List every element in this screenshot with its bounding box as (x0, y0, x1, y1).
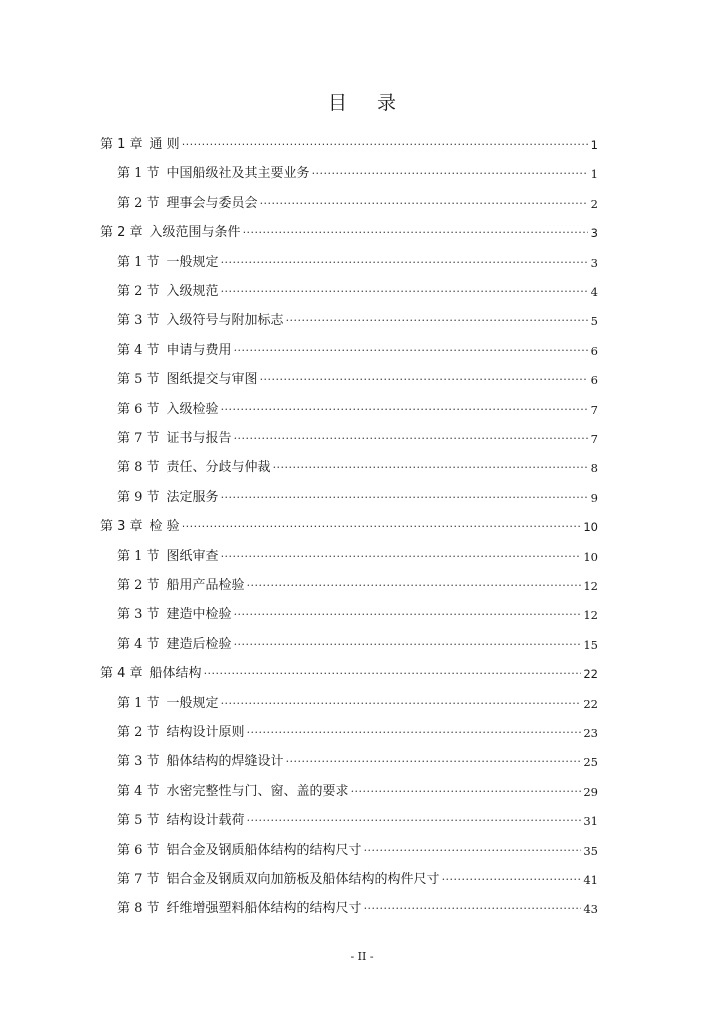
toc-entry-title: 建造后检验 (166, 636, 232, 652)
dot-leader (234, 607, 582, 623)
toc-entry-number: 第 5 节 (117, 372, 160, 388)
toc-entry-title: 图纸提交与审图 (166, 372, 258, 388)
toc-entry-number: 第 1 章 (100, 137, 143, 152)
toc-entry-number: 第 7 节 (117, 872, 160, 887)
toc-section-entry[interactable] (117, 837, 598, 859)
toc-entry-page: 9 (590, 490, 598, 505)
toc-entry-number: 第 1 节 (117, 254, 160, 270)
toc-entry-label (117, 784, 349, 800)
toc-entry-title: 理事会与委员会 (166, 195, 258, 211)
dot-leader (286, 754, 582, 770)
toc-section-entry[interactable] (117, 690, 598, 712)
toc-entry-number: 第 6 节 (117, 842, 160, 858)
toc-entry-title: 纤维增强塑料船体结构的结构尺寸 (166, 901, 362, 917)
toc-entry-title: 船用产品检验 (166, 578, 245, 593)
toc-entry-page: 7 (590, 402, 598, 417)
toc-entry-label (117, 372, 258, 388)
toc-section-entry[interactable] (117, 366, 598, 388)
toc-entry-label (100, 225, 241, 241)
toc-entry-number: 第 2 节 (117, 284, 160, 299)
dot-leader (221, 284, 588, 300)
toc-entry-label (117, 578, 245, 594)
toc-section-entry[interactable] (117, 249, 598, 271)
toc-section-entry[interactable] (117, 337, 598, 359)
toc-section-entry[interactable] (117, 454, 598, 476)
toc-entry-label (117, 490, 219, 506)
dot-leader (286, 313, 588, 329)
toc-entry-number: 第 8 节 (117, 901, 160, 917)
toc-section-entry[interactable] (117, 484, 598, 506)
toc-entry-title: 一般规定 (166, 254, 219, 270)
toc-entry-page: 4 (590, 285, 598, 299)
toc-entry-label (117, 460, 271, 476)
dot-leader (221, 696, 582, 712)
dot-leader (234, 637, 582, 653)
toc-entry-page: 10 (583, 549, 598, 564)
toc-section-entry[interactable] (117, 601, 598, 623)
toc-title: 目 录 (327, 92, 409, 114)
toc-entry-label (117, 637, 232, 653)
toc-entry-title: 水密完整性与门、窗、盖的要求 (166, 783, 349, 799)
toc-section-entry[interactable] (117, 719, 598, 741)
toc-entry-label (117, 255, 219, 271)
toc-entry-page: 12 (583, 579, 598, 593)
toc-entry-label (117, 813, 245, 829)
toc-entry-number: 第 4 节 (117, 636, 160, 652)
dot-leader (442, 872, 582, 888)
toc-entry-page: 35 (583, 843, 598, 858)
toc-entry-label (117, 843, 362, 859)
toc-entry-label (117, 196, 258, 212)
toc-entry-page: 8 (590, 461, 598, 476)
dot-leader (364, 901, 582, 917)
toc-entry-page: 6 (590, 343, 598, 358)
dot-leader (260, 196, 588, 212)
toc-chapter-entry[interactable] (100, 219, 598, 241)
dot-leader (351, 784, 582, 800)
dot-leader (312, 166, 588, 182)
toc-section-entry[interactable] (117, 160, 598, 182)
toc-entry-number: 第 2 节 (117, 195, 160, 211)
dot-leader (247, 578, 582, 594)
dot-leader (182, 137, 588, 153)
toc-entry-page: 5 (590, 314, 598, 329)
dot-leader (364, 843, 582, 859)
toc-entry-number: 第 3 节 (117, 313, 160, 329)
toc-entry-page: 29 (583, 784, 598, 799)
toc-section-entry[interactable] (117, 543, 598, 565)
toc-entry-number: 第 9 节 (117, 489, 160, 505)
toc-entry-number: 第 6 节 (117, 401, 160, 417)
toc-section-entry[interactable] (117, 778, 598, 800)
dot-leader (234, 343, 588, 359)
toc-entry-page: 1 (590, 167, 598, 182)
toc-entry-page: 3 (590, 255, 598, 270)
toc-entry-title: 铝合金及钢质双向加筋板及船体结构的构件尺寸 (166, 872, 440, 887)
toc-chapter-entry[interactable] (100, 513, 598, 535)
toc-entry-title: 建造中检验 (166, 607, 232, 623)
toc-entry-title: 检 验 (149, 519, 180, 535)
toc-entry-title: 入级规范 (166, 284, 219, 299)
toc-entry-title: 中国船级社及其主要业务 (166, 166, 310, 182)
toc-section-entry[interactable] (117, 396, 598, 418)
toc-entry-title: 铝合金及钢质船体结构的结构尺寸 (166, 842, 362, 858)
toc-entry-label (117, 166, 310, 182)
toc-entry-page: 25 (583, 755, 598, 770)
toc-entry-page: 6 (590, 373, 598, 388)
toc-entry-number: 第 1 节 (117, 695, 160, 711)
toc-entry-number: 第 3 节 (117, 754, 160, 770)
toc-entry-number: 第 4 节 (117, 783, 160, 799)
toc-entry-number: 第 3 节 (117, 607, 160, 623)
toc-entry-page: 22 (583, 696, 598, 711)
dot-leader (221, 490, 588, 506)
toc-entry-number: 第 4 节 (117, 342, 160, 358)
toc-entry-number: 第 8 节 (117, 460, 160, 476)
toc-entry-page: 7 (590, 432, 598, 446)
toc-entry-label (117, 754, 284, 770)
dot-leader (221, 549, 582, 565)
toc-section-entry[interactable] (117, 425, 598, 447)
toc-entry-page: 22 (583, 667, 598, 682)
toc-entry-page: 12 (583, 608, 598, 623)
dot-leader (247, 813, 582, 829)
toc-entry-number: 第 4 章 (100, 666, 143, 682)
toc-section-entry[interactable] (117, 748, 598, 770)
toc-chapter-entry[interactable] (100, 131, 598, 153)
toc-entry-page: 43 (583, 902, 598, 917)
toc-section-entry[interactable] (117, 307, 598, 329)
toc-entry-label (117, 901, 362, 917)
toc-entry-label (100, 137, 180, 153)
toc-entry-title: 结构设计原则 (166, 725, 245, 740)
toc-entry-title: 责任、分歧与仲裁 (166, 460, 271, 476)
toc-section-entry[interactable] (117, 190, 598, 212)
toc-entry-title: 入级检验 (166, 401, 219, 417)
dot-leader (243, 225, 588, 241)
dot-leader (221, 255, 588, 271)
toc-entry-label (117, 284, 219, 300)
toc-entry-number: 第 2 节 (117, 578, 160, 593)
dot-leader (260, 372, 588, 388)
toc-section-entry[interactable] (117, 572, 598, 594)
toc-entry-label (117, 549, 219, 565)
toc-entry-label (100, 519, 180, 535)
toc-entry-title: 通 则 (149, 137, 180, 152)
toc-entry-page: 23 (583, 726, 598, 740)
toc-entry-title: 入级范围与条件 (149, 225, 241, 241)
toc-entry-page: 10 (583, 520, 598, 535)
toc-entry-label (117, 872, 440, 888)
toc-entry-title: 一般规定 (166, 695, 219, 711)
toc-entry-number: 第 1 节 (117, 166, 160, 182)
toc-entry-title: 申请与费用 (166, 342, 232, 358)
toc-entry-number: 第 7 节 (117, 431, 160, 446)
toc-section-entry[interactable] (117, 278, 598, 300)
toc-section-entry[interactable] (117, 866, 598, 888)
toc-entry-number: 第 5 节 (117, 813, 160, 829)
toc-entry-page: 2 (590, 196, 598, 211)
dot-leader (204, 666, 582, 682)
toc-entry-page: 15 (583, 637, 598, 652)
toc-entry-label (117, 343, 232, 359)
toc-entry-label (117, 607, 232, 623)
toc-entry-label (100, 666, 202, 682)
toc-entry-title: 入级符号与附加标志 (166, 313, 284, 329)
toc-chapter-entry[interactable] (100, 660, 598, 682)
toc-entry-title: 船体结构的焊缝设计 (166, 754, 284, 770)
toc-section-entry[interactable] (117, 631, 598, 653)
toc-entry-label (117, 725, 245, 741)
toc-entry-number: 第 2 章 (100, 225, 143, 241)
toc-entry-title: 结构设计载荷 (166, 813, 245, 829)
toc-entry-label (117, 402, 219, 418)
toc-entry-page: 31 (583, 814, 598, 829)
toc-entry-number: 第 1 节 (117, 548, 160, 564)
dot-leader (221, 402, 588, 418)
toc-entry-title: 法定服务 (166, 489, 219, 505)
toc-entry-label (117, 696, 219, 712)
dot-leader (247, 725, 582, 741)
dot-leader (273, 460, 588, 476)
toc-entry-title: 图纸审查 (166, 548, 219, 564)
toc-entry-page: 3 (590, 226, 598, 241)
toc-entry-page: 41 (583, 873, 598, 887)
dot-leader (182, 519, 582, 535)
toc-entry-label (117, 431, 232, 447)
toc-entry-page: 1 (590, 138, 598, 152)
toc-section-entry[interactable] (117, 807, 598, 829)
toc-entry-number: 第 3 章 (100, 519, 143, 535)
toc-entry-number: 第 2 节 (117, 725, 160, 740)
toc-entry-title: 船体结构 (149, 666, 202, 682)
toc-section-entry[interactable] (117, 895, 598, 917)
dot-leader (234, 431, 588, 447)
toc-entry-label (117, 313, 284, 329)
toc-entry-title: 证书与报告 (166, 431, 232, 446)
page-number-footer: - II - (350, 950, 374, 963)
